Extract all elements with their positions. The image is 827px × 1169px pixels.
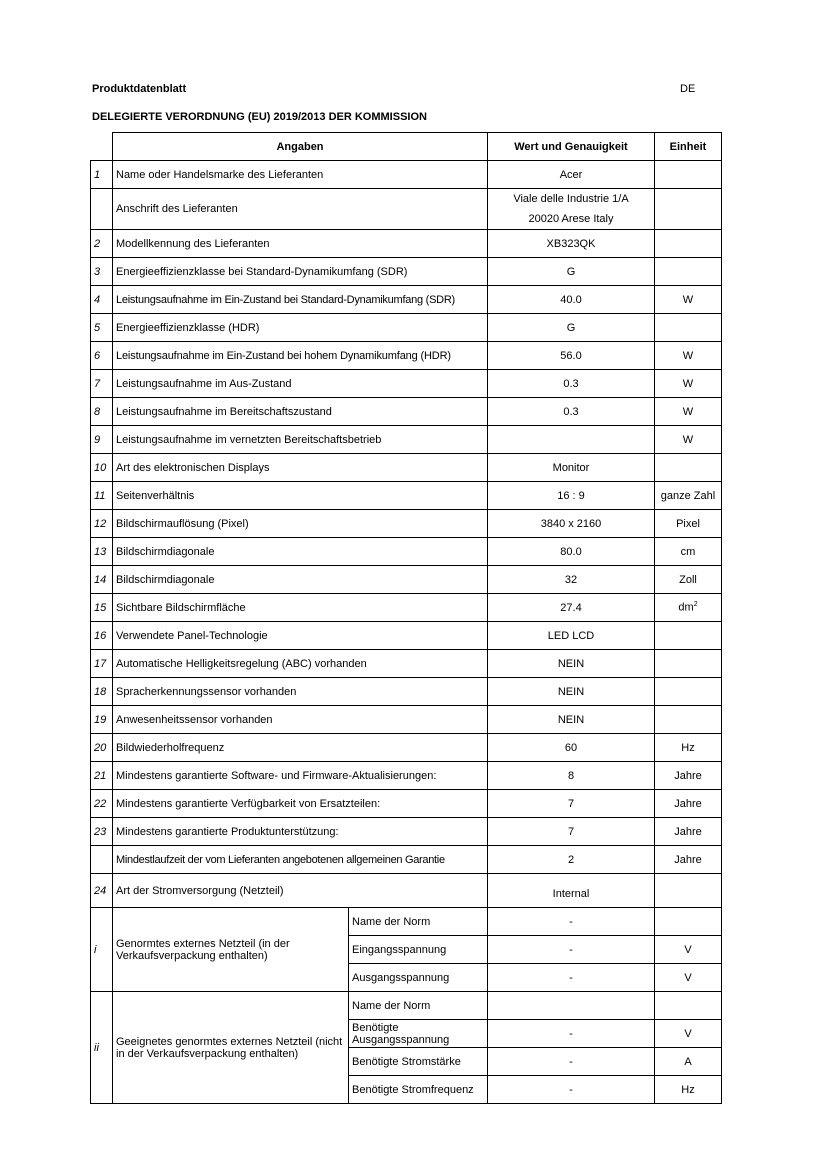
row-label: Leistungsaufnahme im Ein-Zustand bei hohem Dynamikumfang (HDR) — [113, 342, 488, 370]
table-row — [91, 650, 722, 678]
language-code: DE — [680, 83, 696, 95]
header-einheit: Einheit — [655, 133, 722, 161]
document-title: Produktdatenblatt — [92, 83, 187, 95]
table-row — [91, 678, 722, 706]
row-label: Leistungsaufnahme im Bereitschaftszustand — [113, 398, 488, 426]
header-num-cell — [91, 133, 113, 161]
row-label: Mindestens garantierte Produktunterstützung: — [113, 818, 488, 846]
psu-sub-value — [488, 992, 655, 1020]
table-row — [91, 398, 722, 426]
table-header-row — [91, 133, 722, 161]
row-unit — [655, 594, 722, 622]
row-number: 7 — [91, 370, 113, 398]
row-number: 23 — [91, 818, 113, 846]
row-label: Bildschirmdiagonale — [113, 538, 488, 566]
address-line-1: Viale delle Industrie 1/A — [513, 193, 629, 205]
row-value: 8 — [488, 762, 655, 790]
psu-sub-value: - — [488, 936, 655, 964]
table-row — [91, 762, 722, 790]
row-number: 12 — [91, 510, 113, 538]
psu-sub-unit — [655, 992, 722, 1020]
row-number: 1 — [91, 161, 113, 189]
psu-sub-unit: V — [655, 936, 722, 964]
row-unit — [655, 706, 722, 734]
row-label: Energieeffizienzklasse (HDR) — [113, 314, 488, 342]
row-value: LED LCD — [488, 622, 655, 650]
row-number: 22 — [91, 790, 113, 818]
row-value: Monitor — [488, 454, 655, 482]
row-unit: W — [655, 286, 722, 314]
row-number: ii — [91, 992, 113, 1104]
row-value — [488, 426, 655, 454]
table-row — [91, 846, 722, 874]
psu-ii-row — [91, 992, 722, 1020]
psu-sub-label: Benötigte Stromstärke — [349, 1048, 488, 1076]
psu-sub-value: - — [488, 908, 655, 936]
row-value: 60 — [488, 734, 655, 762]
table-row — [91, 594, 722, 622]
row-label: Bildschirmdiagonale — [113, 566, 488, 594]
unit-text: dm — [678, 601, 694, 614]
row-label: Leistungsaufnahme im vernetzten Bereitschaftsbetrieb — [113, 426, 488, 454]
row-value: 0.3 — [488, 398, 655, 426]
row-value: 2 — [488, 846, 655, 874]
row-unit — [655, 622, 722, 650]
psu-sub-value: - — [488, 1048, 655, 1076]
row-value — [488, 189, 655, 230]
psu-sub-label: Eingangsspannung — [349, 936, 488, 964]
row-number: 15 — [91, 594, 113, 622]
row-number — [91, 846, 113, 874]
psu-i-row — [91, 908, 722, 936]
row-label: Sichtbare Bildschirmfläche — [113, 594, 488, 622]
table-row — [91, 426, 722, 454]
row-unit — [655, 161, 722, 189]
row-label: Leistungsaufnahme im Ein-Zustand bei Standard-Dynamikumfang (SDR) — [113, 286, 488, 314]
row-number: 6 — [91, 342, 113, 370]
psu-sub-unit — [655, 908, 722, 936]
row-number: 9 — [91, 426, 113, 454]
row-label: Spracherkennungssensor vorhanden — [113, 678, 488, 706]
table-row — [91, 161, 722, 189]
row-value: Acer — [488, 161, 655, 189]
psu-i-label: Genormtes externes Netzteil (in der Verkaufsverpackung enthalten) — [113, 908, 349, 992]
psu-sub-label: Name der Norm — [349, 908, 488, 936]
row-value: 80.0 — [488, 538, 655, 566]
row-unit: Pixel — [655, 510, 722, 538]
row-label: Energieeffizienzklasse bei Standard-Dynamikumfang (SDR) — [113, 258, 488, 286]
table-row — [91, 314, 722, 342]
row-label: Anschrift des Lieferanten — [113, 189, 488, 230]
address-line-2: 20020 Arese Italy — [528, 213, 614, 225]
header-wert: Wert und Genauigkeit — [488, 133, 655, 161]
row-value: 27.4 — [488, 594, 655, 622]
row-label: Anwesenheitssensor vorhanden — [113, 706, 488, 734]
row-unit: cm — [655, 538, 722, 566]
table-row — [91, 818, 722, 846]
row-unit — [655, 314, 722, 342]
table-row — [91, 538, 722, 566]
row-unit: Hz — [655, 734, 722, 762]
row-number: 14 — [91, 566, 113, 594]
row-value: NEIN — [488, 650, 655, 678]
row-number: i — [91, 908, 113, 992]
psu-sub-unit: V — [655, 964, 722, 992]
row-unit: W — [655, 426, 722, 454]
regulation-title: DELEGIERTE VERORDNUNG (EU) 2019/2013 DER KOMMISSION — [92, 111, 427, 123]
row-label: Modellkennung des Lieferanten — [113, 230, 488, 258]
table-row — [91, 510, 722, 538]
row-unit: Zoll — [655, 566, 722, 594]
row-number: 4 — [91, 286, 113, 314]
psu-sub-unit: V — [655, 1020, 722, 1048]
row-unit — [655, 874, 722, 908]
row-value: 56.0 — [488, 342, 655, 370]
row-value: XB323QK — [488, 230, 655, 258]
row-value: NEIN — [488, 706, 655, 734]
row-unit: W — [655, 342, 722, 370]
row-number: 10 — [91, 454, 113, 482]
row-value: 40.0 — [488, 286, 655, 314]
row-label: Mindestlaufzeit der vom Lieferanten angebotenen allgemeinen Garantie — [113, 846, 488, 874]
row-number: 13 — [91, 538, 113, 566]
table-row — [91, 874, 722, 908]
table-row — [91, 706, 722, 734]
row-number: 16 — [91, 622, 113, 650]
row-unit: Jahre — [655, 762, 722, 790]
row-unit — [655, 454, 722, 482]
row-number: 21 — [91, 762, 113, 790]
row-unit — [655, 258, 722, 286]
row-value: 7 — [488, 818, 655, 846]
psu-sub-label: Benötigte Stromfrequenz — [349, 1076, 488, 1104]
table-row — [91, 286, 722, 314]
row-label: Art des elektronischen Displays — [113, 454, 488, 482]
row-unit — [655, 678, 722, 706]
row-value: 7 — [488, 790, 655, 818]
row-unit — [655, 189, 722, 230]
row-value: 16 : 9 — [488, 482, 655, 510]
header-angaben: Angaben — [113, 133, 488, 161]
row-unit: ganze Zahl — [655, 482, 722, 510]
psu-ii-label: Geeignetes genormtes externes Netzteil (nicht in der Verkaufsverpackung enthalten) — [113, 992, 349, 1104]
row-number: 3 — [91, 258, 113, 286]
row-value: Internal — [488, 874, 655, 908]
psu-sub-value: - — [488, 1020, 655, 1048]
row-number: 8 — [91, 398, 113, 426]
row-label: Bildwiederholfrequenz — [113, 734, 488, 762]
table-row — [91, 566, 722, 594]
row-number: 24 — [91, 874, 113, 908]
row-number: 17 — [91, 650, 113, 678]
row-value: G — [488, 314, 655, 342]
psu-sub-unit: Hz — [655, 1076, 722, 1104]
row-number: 5 — [91, 314, 113, 342]
row-unit — [655, 650, 722, 678]
row-label: Verwendete Panel-Technologie — [113, 622, 488, 650]
row-value: 3840 x 2160 — [488, 510, 655, 538]
psu-sub-label: Benötigte Ausgangsspannung — [349, 1020, 488, 1048]
row-number: 2 — [91, 230, 113, 258]
table-row — [91, 189, 722, 230]
row-label: Automatische Helligkeitsregelung (ABC) vorhanden — [113, 650, 488, 678]
table-row — [91, 790, 722, 818]
table-row — [91, 482, 722, 510]
row-value: G — [488, 258, 655, 286]
psu-sub-value: - — [488, 1076, 655, 1104]
table-row — [91, 734, 722, 762]
row-unit: Jahre — [655, 846, 722, 874]
row-label: Seitenverhältnis — [113, 482, 488, 510]
row-unit: Jahre — [655, 790, 722, 818]
row-label: Mindestens garantierte Software- und Firmware-Aktualisierungen: — [113, 762, 488, 790]
row-label: Art der Stromversorgung (Netzteil) — [113, 874, 488, 908]
row-value: 32 — [488, 566, 655, 594]
unit-superscript: 2 — [693, 601, 698, 609]
row-value: 0.3 — [488, 370, 655, 398]
psu-sub-label: Name der Norm — [349, 992, 488, 1020]
table-row — [91, 230, 722, 258]
table-row — [91, 342, 722, 370]
table-row — [91, 622, 722, 650]
row-number: 18 — [91, 678, 113, 706]
row-value: NEIN — [488, 678, 655, 706]
psu-sub-unit: A — [655, 1048, 722, 1076]
row-label: Mindestens garantierte Verfügbarkeit von Ersatzteilen: — [113, 790, 488, 818]
row-label: Leistungsaufnahme im Aus-Zustand — [113, 370, 488, 398]
row-number: 11 — [91, 482, 113, 510]
row-unit — [655, 230, 722, 258]
row-label: Name oder Handelsmarke des Lieferanten — [113, 161, 488, 189]
row-unit: W — [655, 398, 722, 426]
psu-sub-label: Ausgangsspannung — [349, 964, 488, 992]
product-data-table — [90, 132, 722, 1104]
table-row — [91, 258, 722, 286]
table-row — [91, 454, 722, 482]
row-label: Bildschirmauflösung (Pixel) — [113, 510, 488, 538]
row-unit: Jahre — [655, 818, 722, 846]
table-row — [91, 370, 722, 398]
row-number: 20 — [91, 734, 113, 762]
row-unit: W — [655, 370, 722, 398]
row-number: 19 — [91, 706, 113, 734]
psu-sub-value: - — [488, 964, 655, 992]
row-number — [91, 189, 113, 230]
